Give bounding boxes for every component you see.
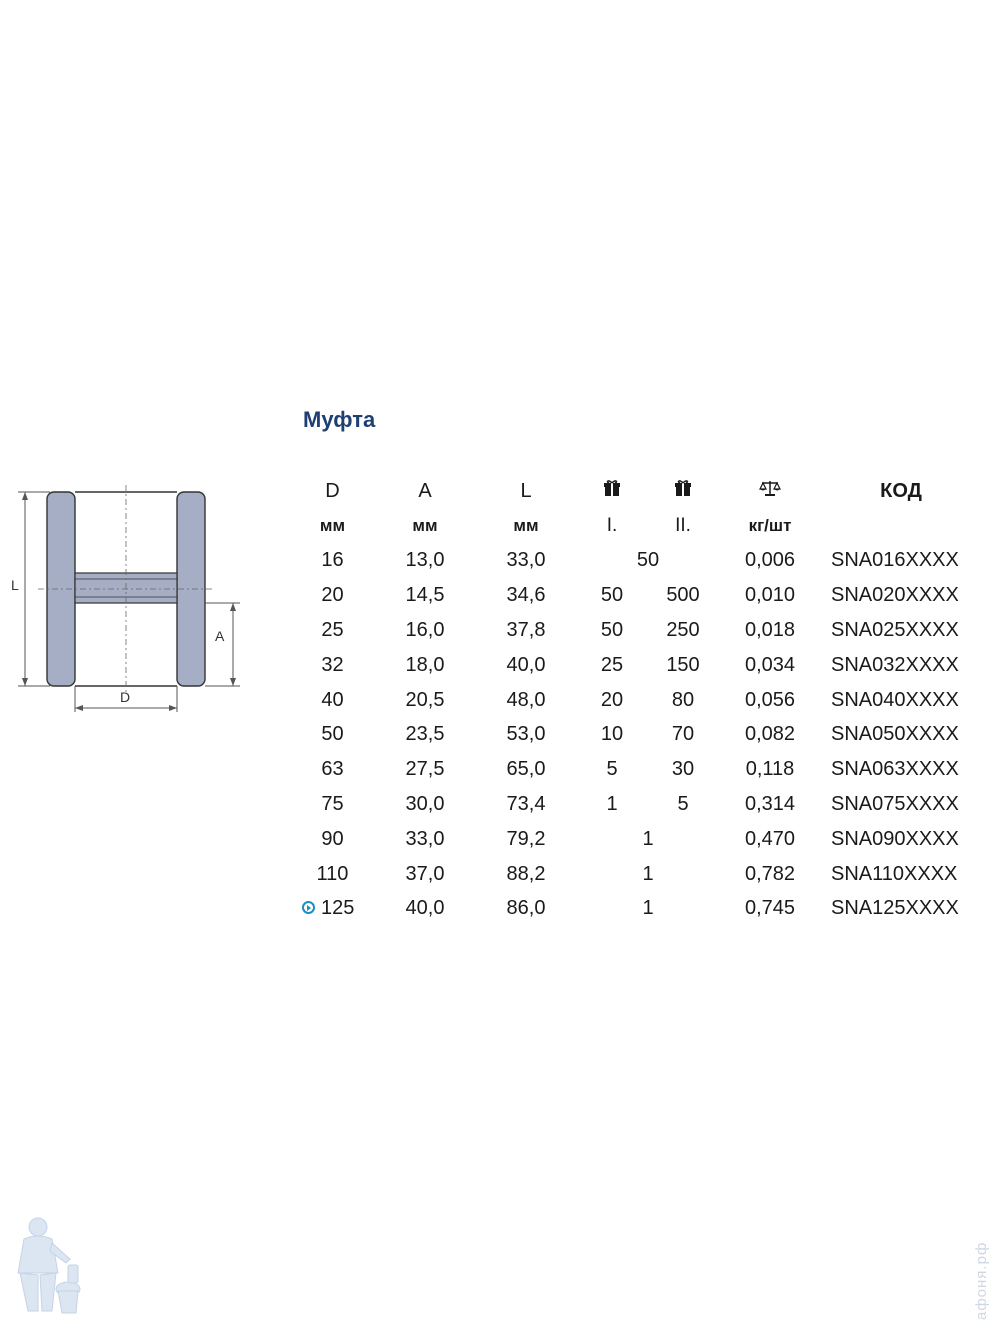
table-row — [290, 683, 981, 718]
cell-weight: 0,082 — [744, 723, 796, 746]
cell-d: 125 — [321, 897, 355, 920]
cell-code: SNA110XXXX — [831, 862, 958, 885]
cell-weight: 0,470 — [744, 827, 796, 850]
page-title: Муфта — [303, 407, 376, 432]
cell-weight: 0,782 — [744, 862, 796, 885]
cell-code: SNA075XXXX — [831, 793, 959, 816]
cell-d: 32 — [321, 653, 344, 676]
cell-weight: 0,034 — [744, 653, 796, 676]
spec-table — [290, 474, 981, 926]
cell-pack2: 30 — [671, 758, 695, 781]
cell-code: SNA032XXXX — [831, 653, 959, 676]
table-header-row — [290, 474, 981, 509]
cell-pack1: 10 — [600, 723, 624, 746]
gift-box-icon — [577, 474, 647, 509]
cell-pack2: 5 — [677, 793, 689, 816]
cell-d: 63 — [321, 758, 344, 781]
cell-pack2: 500 — [666, 584, 700, 607]
cell-d: 90 — [321, 827, 344, 850]
cell-d-with-marker — [290, 892, 375, 927]
cell-pack1: 5 — [606, 758, 618, 781]
cell-a: 18,0 — [405, 653, 445, 676]
cell-a: 20,5 — [405, 688, 445, 711]
cell-weight: 0,314 — [744, 793, 796, 816]
cell-weight: 0,018 — [744, 619, 796, 642]
cell-l: 34,6 — [506, 584, 546, 607]
cell-pack1: 20 — [600, 688, 624, 711]
cell-code: SNA090XXXX — [831, 827, 959, 850]
table-row — [290, 752, 981, 787]
cell-code: SNA040XXXX — [831, 688, 959, 711]
cell-a: 14,5 — [405, 584, 445, 607]
cell-d: 25 — [321, 619, 344, 642]
cell-a: 23,5 — [405, 723, 445, 746]
cell-d: 75 — [321, 793, 344, 816]
cell-pack: 50 — [636, 549, 660, 572]
table-row — [290, 787, 981, 822]
cell-code: SNA016XXXX — [831, 549, 959, 572]
cell-a: 16,0 — [405, 619, 445, 642]
cell-pack: 1 — [642, 897, 654, 920]
cell-a: 40,0 — [405, 897, 445, 920]
cell-weight: 0,056 — [744, 688, 796, 711]
cell-pack2: 250 — [666, 619, 700, 642]
cell-code: SNA063XXXX — [831, 758, 959, 781]
cell-pack1: 1 — [606, 793, 618, 816]
cell-pack: 1 — [642, 827, 654, 850]
cell-a: 13,0 — [405, 549, 445, 572]
cell-l: 40,0 — [506, 653, 546, 676]
cell-l: 86,0 — [506, 897, 546, 920]
cell-d: 20 — [321, 584, 344, 607]
cell-pack: 1 — [642, 862, 654, 885]
unit-weight: кг/шт — [748, 516, 792, 536]
cell-code: SNA020XXXX — [831, 584, 959, 607]
table-row — [290, 892, 981, 927]
coupling-drawing — [0, 480, 250, 720]
cell-l: 37,8 — [506, 619, 546, 642]
cell-d: 50 — [321, 723, 344, 746]
cell-weight: 0,745 — [744, 897, 796, 920]
cell-pack1: 25 — [600, 653, 624, 676]
cell-a: 33,0 — [405, 827, 445, 850]
cell-l: 88,2 — [506, 862, 546, 885]
cell-pack2: 70 — [671, 723, 695, 746]
cell-d: 40 — [321, 688, 344, 711]
cell-pack2: 150 — [666, 653, 700, 676]
gift-box-icon — [647, 474, 719, 509]
table-row — [290, 544, 981, 579]
cell-l: 48,0 — [506, 688, 546, 711]
cell-l: 33,0 — [506, 549, 546, 572]
cell-a: 37,0 — [405, 862, 445, 885]
table-row — [290, 718, 981, 753]
cell-d: 16 — [321, 549, 344, 572]
cell-a: 27,5 — [405, 758, 445, 781]
table-units-row — [290, 509, 981, 544]
cell-code: SNA125XXXX — [831, 897, 959, 920]
table-row — [290, 822, 981, 857]
unit-d: мм — [319, 516, 346, 536]
cell-pack1: 50 — [600, 619, 624, 642]
header-l: L — [520, 479, 532, 502]
plumber-mascot-icon — [4, 1213, 84, 1323]
cell-weight: 0,118 — [745, 758, 795, 781]
unit-l: мм — [513, 516, 539, 536]
cell-weight: 0,006 — [744, 549, 796, 572]
table-row — [290, 613, 981, 648]
dim-label-d: D — [120, 689, 131, 705]
cell-d: 110 — [316, 862, 349, 885]
cell-l: 73,4 — [506, 793, 546, 816]
circle-arrow-icon — [302, 901, 315, 914]
header-a: A — [418, 479, 432, 502]
header-d: D — [325, 479, 340, 502]
cell-code: SNA050XXXX — [831, 723, 959, 746]
cell-weight: 0,010 — [744, 584, 796, 607]
cell-a: 30,0 — [405, 793, 445, 816]
cell-pack1: 50 — [600, 584, 624, 607]
cell-pack2: 80 — [671, 688, 695, 711]
scales-icon — [719, 474, 821, 509]
unit-pack2: II. — [675, 515, 691, 537]
header-code: КОД — [880, 479, 922, 502]
dim-label-a: A — [215, 628, 225, 644]
cell-l: 53,0 — [506, 723, 546, 746]
table-row — [290, 857, 981, 892]
unit-pack1: I. — [606, 515, 618, 537]
cell-l: 79,2 — [506, 827, 546, 850]
table-row — [290, 578, 981, 613]
unit-a: мм — [412, 516, 438, 536]
table-row — [290, 648, 981, 683]
cell-l: 65,0 — [506, 758, 546, 781]
cell-code: SNA025XXXX — [831, 619, 959, 642]
watermark-text: афоня.рф — [973, 1241, 990, 1320]
dim-label-l: L — [11, 577, 19, 593]
